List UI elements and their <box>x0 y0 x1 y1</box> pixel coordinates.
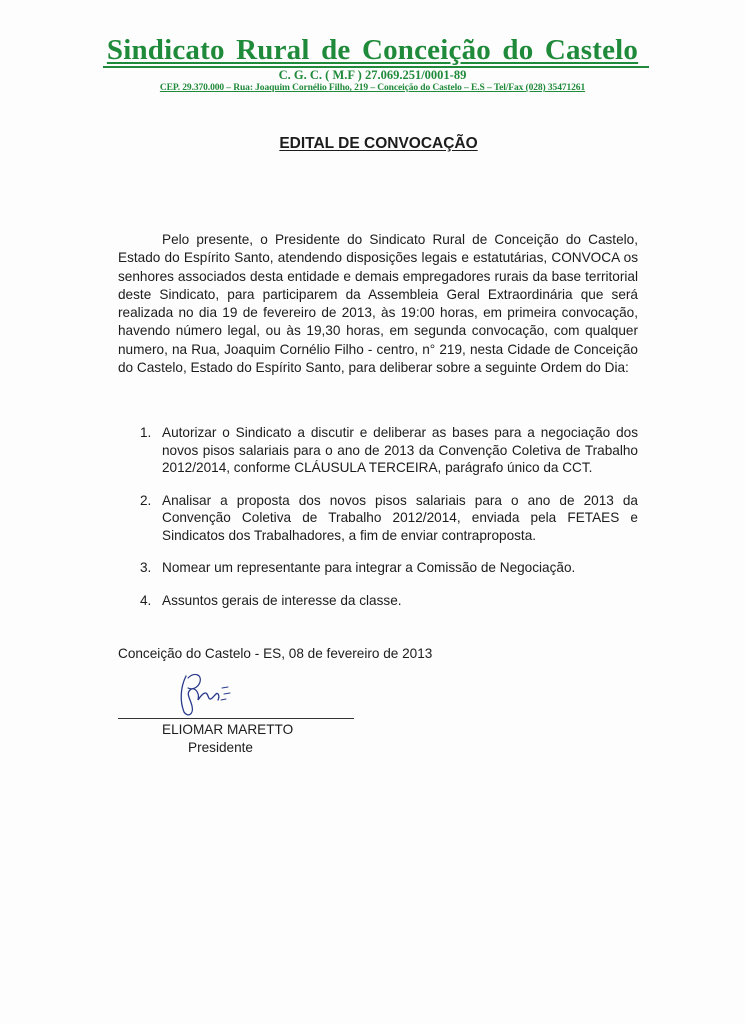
agenda-list <box>118 424 638 609</box>
agenda-item-text: Autorizar o Sindicato a discutir e deliberar as bases para a negociação dos novos pisos salariais para o ano de 2013 da Convenção Coletiva de Trabalho 2012/2014, conforme CLÁUSULA TERCEIRA, parágrafo único da CCT. <box>162 425 638 475</box>
letterhead-org-name: Sindicato Rural de Conceição do Castelo <box>106 34 639 66</box>
agenda-item-text: Nomear um representante para integrar a Comissão de Negociação. <box>162 560 576 575</box>
letterhead-address: CEP. 29.370.000 – Rua: Joaquim Cornélio Filho, 219 – Conceição do Castelo – E.S – Tel/Fax (028) 35471261 <box>159 83 586 93</box>
agenda-item-text: Analisar a proposta dos novos pisos salariais para o ano de 2013 da Convenção Coletiva de Trabalho 2012/2014, enviada pela FETAES e Sindicatos dos Trabalhadores, a fim de enviar contraproposta. <box>162 492 638 543</box>
agenda-item-number: 4. <box>140 592 152 608</box>
agenda-item-number: 2. <box>140 492 152 508</box>
agenda-item <box>118 424 638 477</box>
agenda-item <box>118 592 638 610</box>
agenda-item <box>118 492 638 545</box>
intro-paragraph: Pelo presente, o Presidente do Sindicato Rural de Conceição do Castelo, Estado do Espírito Santo, atendendo disposições legais e estatutárias, CONVOCA os senhores associados desta entidade e demais empregadores rurais da base territorial deste Sindicato, para participarem da Assembleia Geral Extraordinária que será realizada no dia 19 de fevereiro de 2013, às 19:00 horas, em primeira convocação, havendo número legal, ou às 19,30 horas, em segunda convocação, com qualquer numero, na Rua, Joaquim Cornélio Filho - centro, n° 219, nesta Cidade de Conceição do Castelo, Estado do Espírito Santo, para deliberar sobre a seguinte Ordem do Dia: <box>118 232 638 376</box>
agenda-item <box>118 559 638 577</box>
signer-name: ELIOMAR MARETTO <box>162 722 294 737</box>
signature-line <box>118 718 354 719</box>
handwritten-signature <box>172 668 242 720</box>
place-and-date: Conceição do Castelo - ES, 08 de fevereiro de 2013 <box>118 646 433 661</box>
document-title: EDITAL DE CONVOCAÇÃO <box>279 135 478 152</box>
agenda-item-text: Assuntos gerais de interesse da classe. <box>162 592 402 608</box>
agenda-item-number: 1. <box>140 425 152 440</box>
agenda-item-number: 3. <box>140 560 152 575</box>
letterhead-cgc: C. G. C. ( M.F ) 27.069.251/0001-89 <box>278 68 467 82</box>
signer-role: Presidente <box>188 740 253 755</box>
